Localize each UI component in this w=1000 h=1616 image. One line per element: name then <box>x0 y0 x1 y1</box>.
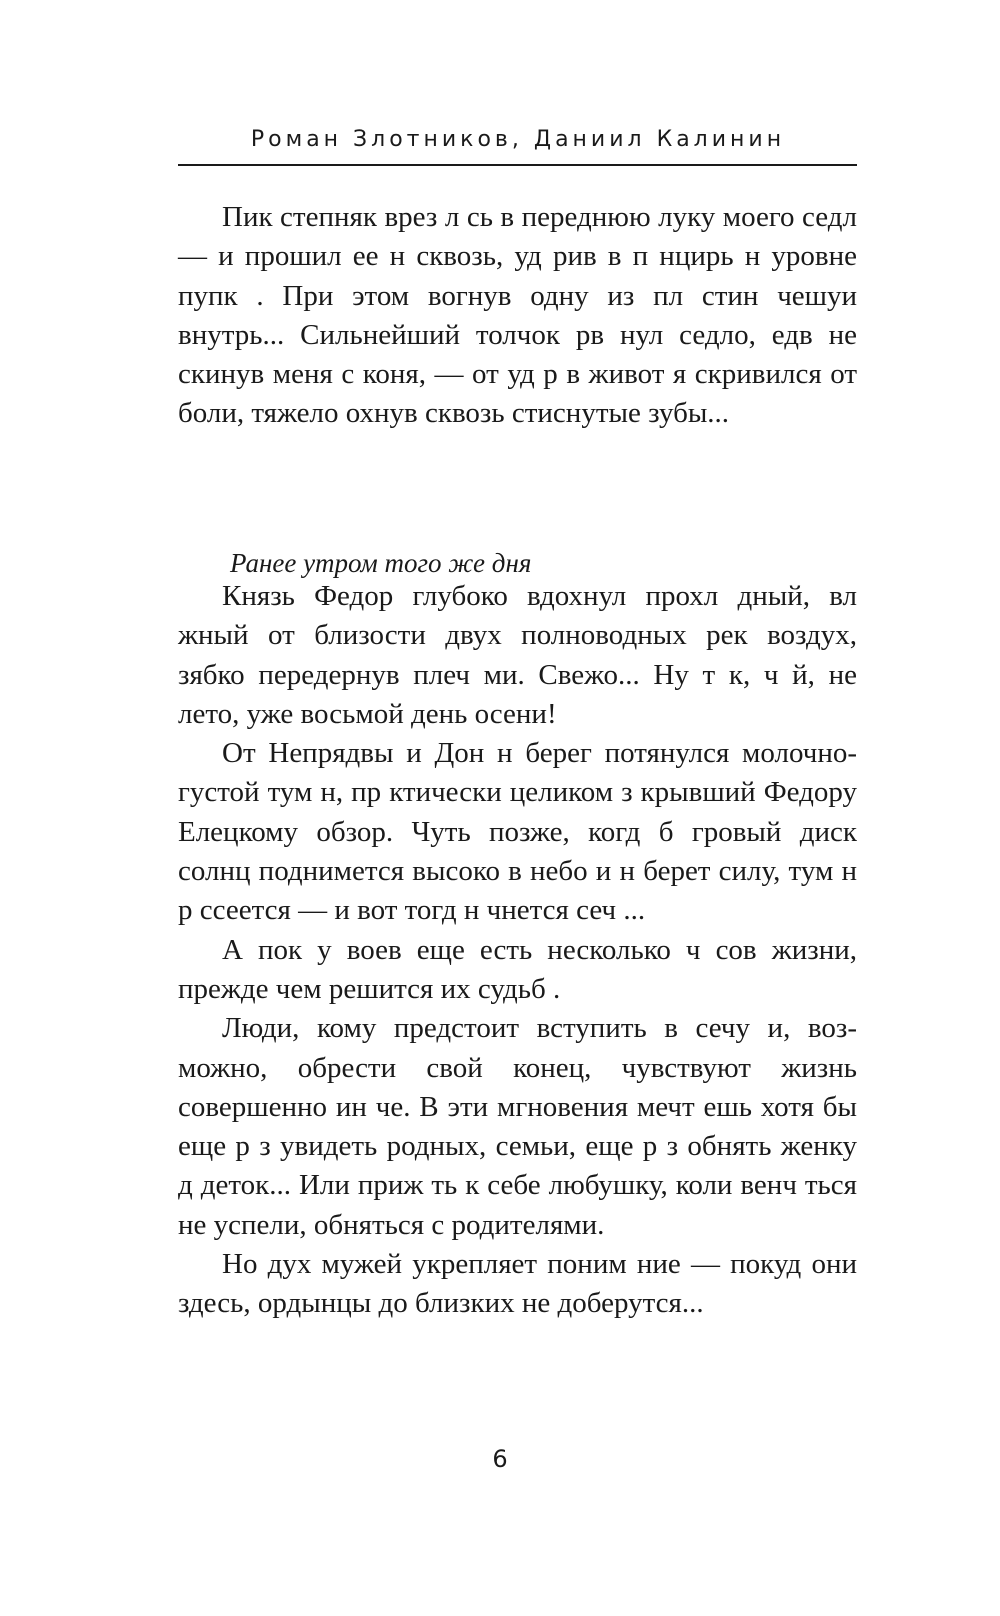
header-divider <box>178 164 857 166</box>
paragraph: От Непрядвы и Дон н берег потянулся молочно-густой тум н, пр ктически целиком з крывший Федору Елецкому обзор. Чуть позже, когд б гровый диск солнц поднимется высоко в небо и н берет силу, тум н р ссеется — и вот тогд н чнется сеч ... <box>178 737 857 927</box>
section-1-text <box>178 198 857 434</box>
page-number: 6 <box>492 1445 508 1473</box>
section-2-text <box>178 577 857 1324</box>
paragraph: Люди, кому предстоит вступить в сечу и, возможно, обрести свой конец, чувствуют жизнь совершенно ин че. В эти мгновения мечт ешь хотя бы еще р з увидеть родных, семьи, еще р з обнять женку д деток... Или приж ть к себе любушку, коли венч ться не успели, обняться с родителями. <box>178 1012 857 1241</box>
section-subheading: Ранее утром того же дня <box>230 548 532 578</box>
paragraph: Пик степняк врез л сь в переднюю луку моего седл — и прошил ее н сквозь, уд рив в п нцирь н уровне пупк . При этом вогнув одну из пл стин чешуи внутрь... Сильнейший толчок рв нул седло, едв не скинув меня с коня, — от уд р в живот я скривился от боли, тяжело охнув сквозь стиснутые зубы... <box>178 201 857 430</box>
running-header: Роман Злотников, Даниил Калинин <box>250 127 786 152</box>
paragraph: А пок у воев еще есть несколько ч сов жизни, прежде чем решится их судьб . <box>178 933 857 1005</box>
paragraph: Князь Федор глубоко вдохнул прохл дный, вл жный от близости двух полноводных рек воздух, зябко передернув плеч ми. Свежо... Ну т к, ч й, не лето, уже восьмой день осени! <box>178 580 857 730</box>
paragraph: Но дух мужей укрепляет поним ние — покуд они здесь, ордынцы до близких не доберутся... <box>178 1248 857 1320</box>
